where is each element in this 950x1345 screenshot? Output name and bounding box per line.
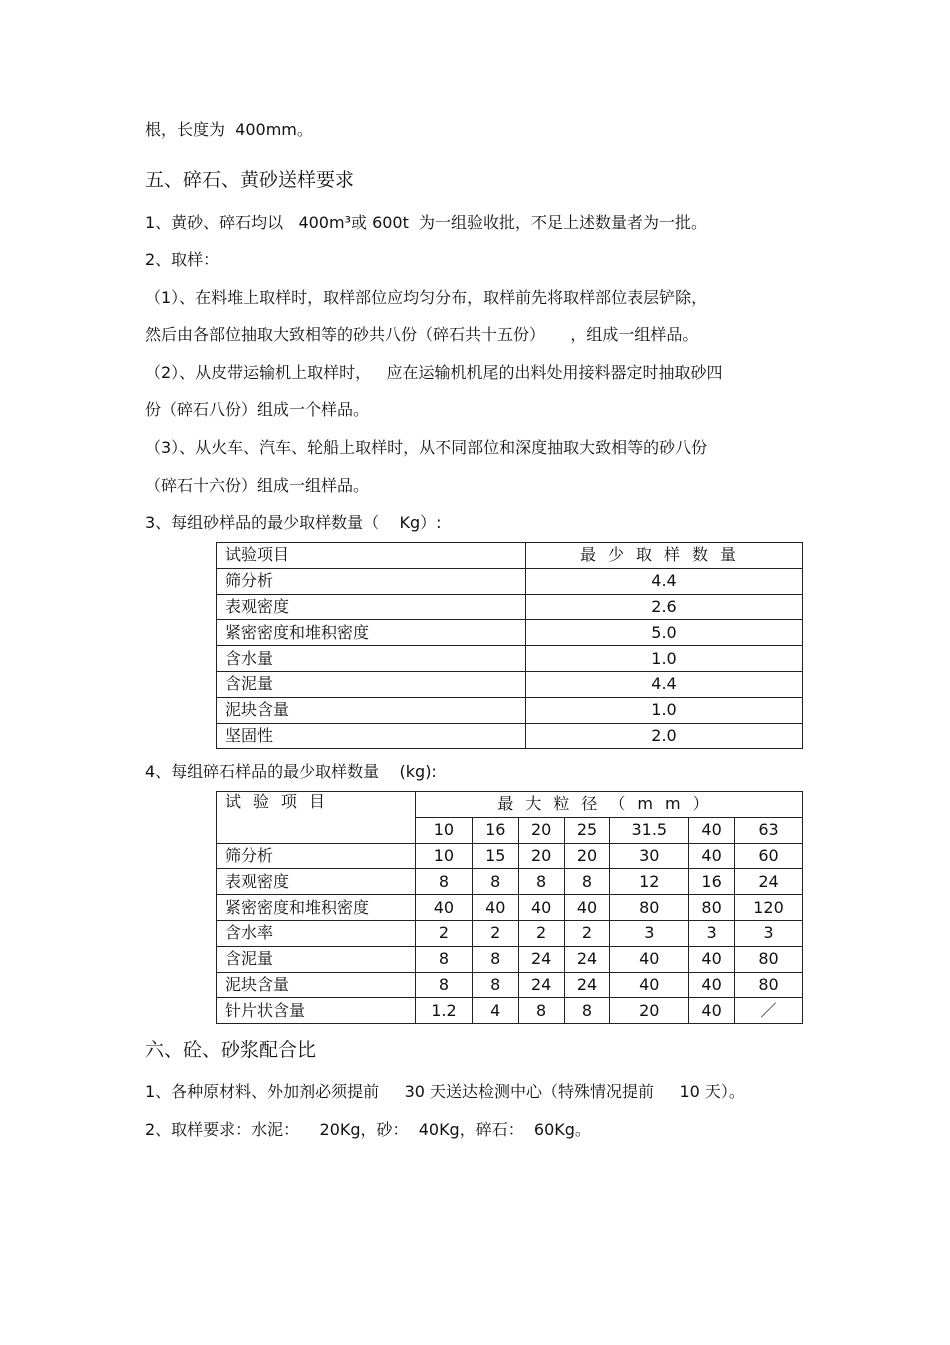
row-value: 8: [472, 946, 518, 972]
row-qty: 1.0: [526, 646, 803, 672]
row-value: 40: [689, 946, 735, 972]
row-value: 40: [689, 972, 735, 998]
header-size: 最大粒径（mm）: [416, 792, 803, 818]
row-value: 80: [735, 972, 803, 998]
text-line: 1、各种原材料、外加剂必须提前 30 天送达检测中心（特殊情况提前 10 天）。: [145, 1082, 745, 1101]
row-value: 16: [689, 869, 735, 895]
text-line: （1）、在料堆上取样时，取样部位应均匀分布，取样前先将取样部位表层铲除，: [145, 288, 708, 307]
table-row: [217, 920, 803, 946]
row-item: 含水量: [217, 646, 526, 672]
row-qty: 4.4: [526, 671, 803, 697]
row-item: 紧密密度和堆积密度: [217, 620, 526, 646]
table-row: [217, 869, 803, 895]
row-qty: 1.0: [526, 697, 803, 723]
table-row: [217, 998, 803, 1024]
header-item: 试验项目: [217, 543, 526, 569]
text-line: 2、取样：: [145, 250, 220, 269]
row-value: 8: [518, 998, 564, 1024]
row-item: 针片状含量: [217, 998, 416, 1024]
row-value: 8: [472, 972, 518, 998]
table-row: [217, 620, 803, 646]
row-value: 3: [735, 920, 803, 946]
row-item: 紧密密度和堆积密度: [217, 895, 416, 921]
row-value: 24: [518, 946, 564, 972]
row-value: 1.2: [416, 998, 473, 1024]
row-value: 8: [472, 869, 518, 895]
gravel-sample-table: [216, 791, 803, 1024]
size-cell: 16: [472, 817, 518, 843]
row-value: 20: [610, 998, 689, 1024]
text-line: 份（碎石八份）组成一个样品。: [145, 400, 370, 419]
text-line: （2）、从皮带运输机上取样时， 应在运输机机尾的出料处用接料器定时抽取砂四: [145, 363, 723, 382]
row-item: 筛分析: [217, 568, 526, 594]
row-item: 含泥量: [217, 671, 526, 697]
row-item: 泥块含量: [217, 972, 416, 998]
row-value: 40: [564, 895, 610, 921]
row-value: 40: [689, 843, 735, 869]
row-item: 含水率: [217, 920, 416, 946]
row-qty: 4.4: [526, 568, 803, 594]
row-value: 120: [735, 895, 803, 921]
row-value: 30: [610, 843, 689, 869]
row-value: 24: [564, 972, 610, 998]
row-value: 8: [518, 869, 564, 895]
table-row: [217, 671, 803, 697]
size-cell: 25: [564, 817, 610, 843]
row-value: 2: [518, 920, 564, 946]
table-row: [217, 723, 803, 749]
table-row: [217, 646, 803, 672]
row-value: 8: [416, 946, 473, 972]
row-value: 8: [564, 998, 610, 1024]
row-value: 40: [610, 946, 689, 972]
row-value: 15: [472, 843, 518, 869]
row-value: 8: [564, 869, 610, 895]
row-value: 2: [564, 920, 610, 946]
row-value: 24: [564, 946, 610, 972]
table-header-row: [217, 792, 803, 818]
row-item: 含泥量: [217, 946, 416, 972]
row-value: 2: [472, 920, 518, 946]
size-cell: 20: [518, 817, 564, 843]
text-line: 然后由各部位抽取大致相等的砂共八份（碎石共十五份） ，组成一组样品。: [145, 325, 699, 344]
row-value: 3: [689, 920, 735, 946]
table-row: [217, 568, 803, 594]
row-value: 80: [735, 946, 803, 972]
row-value: 40: [416, 895, 473, 921]
text-line: 1、黄砂、碎石均以 400m³或 600t 为一组验收批，不足上述数量者为一批。: [145, 213, 708, 232]
header-qty: 最少取样数量: [526, 543, 803, 569]
row-item: 表观密度: [217, 594, 526, 620]
row-item: 表观密度: [217, 869, 416, 895]
text-line: （碎石十六份）组成一组样品。: [145, 476, 370, 495]
table-row: [217, 972, 803, 998]
row-value: 40: [472, 895, 518, 921]
row-value: 40: [689, 998, 735, 1024]
text-line: 4、每组碎石样品的最少取样数量 (kg):: [145, 762, 437, 781]
size-cell: 31.5: [610, 817, 689, 843]
row-value: 80: [689, 895, 735, 921]
row-value: 3: [610, 920, 689, 946]
text-line: 根，长度为 400mm。: [145, 120, 313, 139]
text-line: 2、取样要求：水泥： 20Kg，砂： 40Kg，碎石： 60Kg。: [145, 1120, 591, 1139]
table-header-row: [217, 543, 803, 569]
section-heading-6: 六、砼、砂浆配合比: [145, 1039, 317, 1061]
table-row: [217, 843, 803, 869]
row-qty: 5.0: [526, 620, 803, 646]
row-value: 24: [518, 972, 564, 998]
row-value: 8: [416, 869, 473, 895]
row-item: 筛分析: [217, 843, 416, 869]
size-cell: 63: [735, 817, 803, 843]
table-row: [217, 697, 803, 723]
row-value: 8: [416, 972, 473, 998]
row-value: 20: [518, 843, 564, 869]
row-value: 80: [610, 895, 689, 921]
header-item: 试验项目: [217, 792, 416, 844]
table-row: [217, 594, 803, 620]
row-value: 60: [735, 843, 803, 869]
row-item: 坚固性: [217, 723, 526, 749]
table-row: [217, 946, 803, 972]
table-row: [217, 895, 803, 921]
row-value: 4: [472, 998, 518, 1024]
row-value: 40: [518, 895, 564, 921]
row-value: 2: [416, 920, 473, 946]
size-cell: 40: [689, 817, 735, 843]
row-value: 40: [610, 972, 689, 998]
row-value: 10: [416, 843, 473, 869]
section-heading-5: 五、碎石、黄砂送样要求: [145, 169, 355, 191]
row-value: ／: [735, 998, 803, 1024]
sand-sample-table: [216, 542, 803, 749]
text-line: 3、每组砂样品的最少取样数量（ Kg）:: [145, 513, 442, 532]
size-cell: 10: [416, 817, 473, 843]
row-value: 12: [610, 869, 689, 895]
row-value: 20: [564, 843, 610, 869]
row-value: 24: [735, 869, 803, 895]
text-line: （3）、从火车、汽车、轮船上取样时，从不同部位和深度抽取大致相等的砂八份: [145, 438, 708, 457]
row-item: 泥块含量: [217, 697, 526, 723]
row-qty: 2.0: [526, 723, 803, 749]
row-qty: 2.6: [526, 594, 803, 620]
